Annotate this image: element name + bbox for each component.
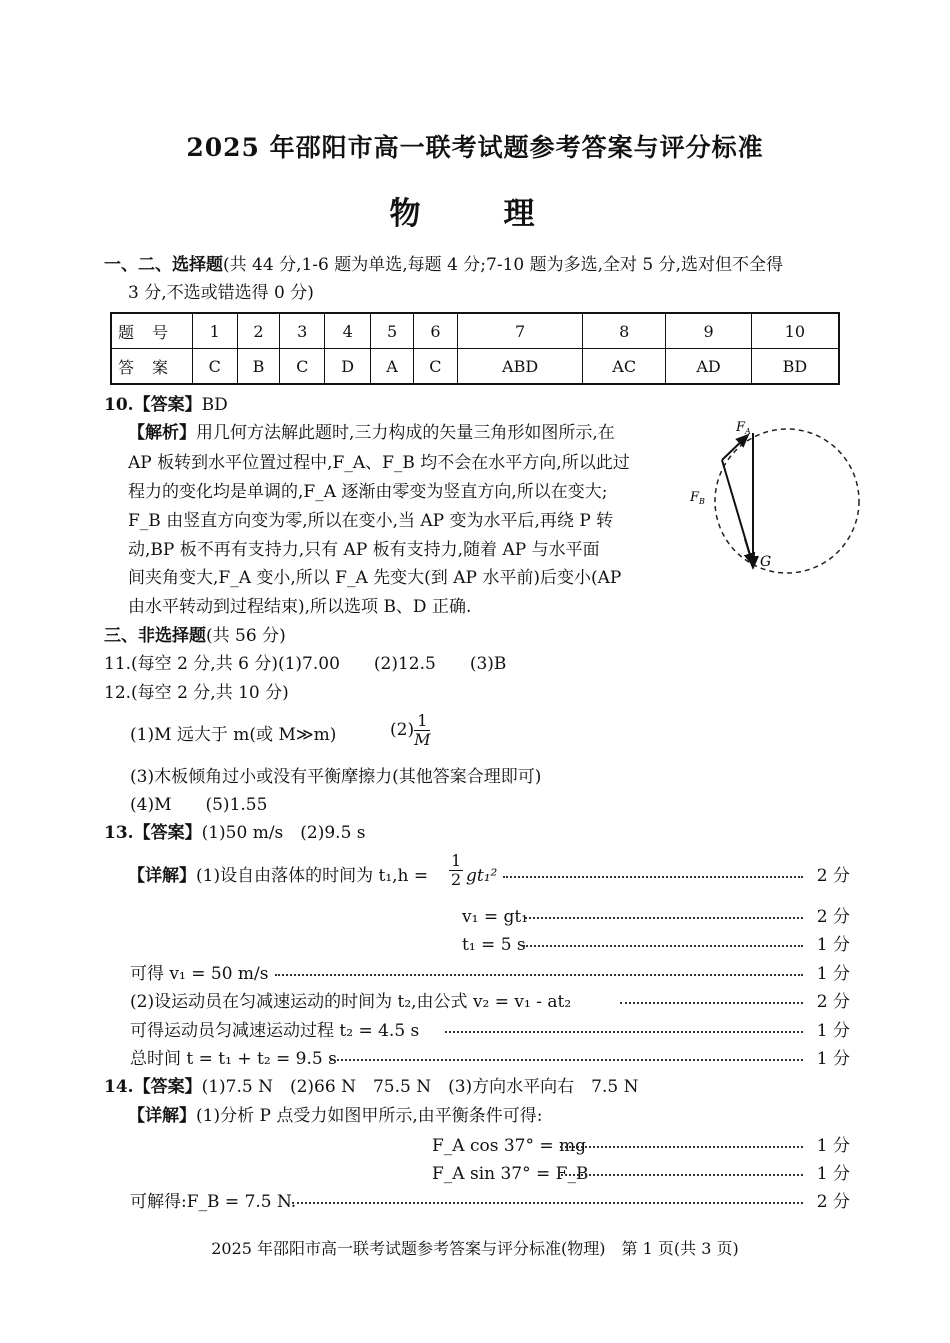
answer-table [110, 312, 840, 385]
q10-prefix: 10.【答案】 [104, 395, 202, 415]
dot-leader [445, 1031, 803, 1033]
q13-prefix: 13.【答案】 [104, 823, 202, 843]
dot-leader [560, 1146, 803, 1148]
q13-answer-value: (1)50 m/s (2)9.5 s [201, 823, 366, 843]
score: 1 分 [816, 935, 850, 955]
q12-part3: (3)木板倾角过小或没有平衡摩擦力(其他答案合理即可) [130, 767, 542, 787]
score: 1 分 [816, 1136, 850, 1156]
section3-desc: (共 56 分) [206, 626, 286, 646]
row-label-answer: 答案 [111, 349, 193, 385]
q12-part4: (4)M (5)1.55 [130, 795, 268, 815]
label-g: G [760, 554, 772, 570]
q13-l6: 可得运动员匀减速运动过程 t₂ = 4.5 s [130, 1021, 420, 1041]
q14-prefix: 14.【答案】 [104, 1077, 202, 1097]
section3-heading: 三、非选择题 [104, 626, 206, 646]
frac-den: 2 [451, 870, 462, 889]
q13-detail-label: 【详解】 [128, 866, 196, 886]
fraction [449, 852, 463, 889]
q14-l3: F_A sin 37° = F_B [432, 1164, 589, 1184]
label-fb: $F_B$ [690, 490, 705, 506]
q10-answer [104, 394, 228, 416]
q13-l5: (2)设运动员在匀减速运动的时间为 t₂,由公式 v₂ = v₁ - at₂ [130, 992, 572, 1012]
dot-leader [525, 917, 803, 919]
dot-leader [330, 1059, 803, 1061]
score: 1 分 [816, 1049, 850, 1069]
table-cell: A [371, 349, 413, 385]
section1-desc1: (共 44 分,1-6 题为单选,每题 4 分;7-10 题为多选,全对 5 分,选对但不全得 [223, 255, 784, 275]
score: 2 分 [816, 866, 850, 886]
dot-leader [558, 1174, 803, 1176]
row-label-number: 题号 [111, 313, 193, 349]
q12-head: 12.(每空 2 分,共 10 分) [104, 683, 289, 703]
q14-detail-label: 【详解】 [128, 1106, 196, 1126]
dot-leader [523, 945, 803, 947]
q13-l4: 可得 v₁ = 50 m/s [130, 964, 269, 984]
table-cell: 9 [666, 313, 751, 349]
score: 2 分 [816, 907, 850, 927]
table-cell: 4 [324, 313, 370, 349]
dot-leader [620, 1002, 803, 1004]
frac-num: 1 [414, 712, 430, 731]
table-cell: 3 [280, 313, 325, 349]
q14-l4: 可解得:F_B = 7.5 N. [130, 1192, 297, 1212]
q10-text: F_B 由竖直方向变为零,所以在变小,当 AP 变为水平后,再绕 P 转 [128, 511, 614, 531]
table-row [111, 313, 839, 349]
fraction [414, 712, 430, 749]
table-cell: 10 [751, 313, 839, 349]
q14-answer [104, 1076, 639, 1098]
dot-leader [292, 1202, 803, 1204]
q14-line1 [128, 1105, 542, 1127]
q12-part1: (1)M 远大于 m(或 M≫m) [130, 725, 337, 745]
table-cell: 2 [237, 313, 280, 349]
label-fa: $F_A$ [736, 420, 751, 436]
table-row [111, 349, 839, 385]
q13-l2: v₁ = gt₁ [462, 907, 528, 927]
dot-leader [275, 974, 803, 976]
table-cell: ABD [458, 349, 583, 385]
table-cell: C [413, 349, 458, 385]
table-cell: 5 [371, 313, 413, 349]
q14-l1-text: (1)分析 P 点受力如图甲所示,由平衡条件可得: [196, 1106, 543, 1126]
table-cell: C [280, 349, 325, 385]
table-cell: D [324, 349, 370, 385]
section1-heading: 一、二、选择题 [104, 255, 223, 275]
q13-l3: t₁ = 5 s [462, 935, 526, 955]
table-cell: 8 [583, 313, 666, 349]
q13-line1 [128, 865, 428, 887]
score: 1 分 [816, 964, 850, 984]
section3-line [104, 625, 286, 647]
q12-part2-prefix: (2) [390, 720, 415, 740]
q13-l1-tail: gt₁² [466, 866, 498, 886]
q10-text: 间夹角变大,F_A 变小,所以 F_A 先变大(到 AP 水平前)后变小(AP [128, 568, 622, 588]
vector-fa [722, 435, 748, 460]
q14-l2: F_A cos 37° = mg [432, 1136, 587, 1156]
score: 2 分 [816, 1192, 850, 1212]
frac-den: M [414, 730, 431, 749]
frac-num: 1 [451, 851, 462, 870]
table-cell: 7 [458, 313, 583, 349]
table-cell: B [237, 349, 280, 385]
score: 1 分 [816, 1021, 850, 1041]
table-cell: AD [666, 349, 751, 385]
section1-desc2: 3 分,不选或错选得 0 分) [128, 283, 314, 303]
table-cell: C [193, 349, 238, 385]
table-cell: 6 [413, 313, 458, 349]
q10-text: 程力的变化均是单调的,F_A 逐渐由零变为竖直方向,所以在变大; [128, 482, 608, 502]
q10-text: 用几何方法解此题时,三力构成的矢量三角形如图所示,在 [196, 423, 615, 443]
q10-text: 由水平转动到过程结束),所以选项 B、D 正确. [128, 597, 472, 617]
page-footer: 2025 年邵阳市高一联考试题参考答案与评分标准(物理) 第 1 页(共 3 页) [211, 1239, 739, 1258]
dot-leader [503, 876, 803, 878]
q13-l1-text: (1)设自由落体的时间为 t₁,h = [196, 866, 429, 886]
table-cell: BD [751, 349, 839, 385]
q11-line: 11.(每空 2 分,共 6 分)(1)7.00 (2)12.5 (3)B [104, 654, 507, 674]
q14-answer-value: (1)7.5 N (2)66 N 75.5 N (3)方向水平向右 7.5 N [201, 1077, 639, 1097]
score: 1 分 [816, 1164, 850, 1184]
section1-line1 [104, 254, 783, 276]
q13-l7: 总时间 t = t₁ + t₂ = 9.5 s [130, 1049, 337, 1069]
q12-part2 [390, 712, 430, 749]
page-title: 2025 年邵阳市高一联考试题参考答案与评分标准 [186, 133, 764, 162]
dashed-circle [715, 429, 859, 573]
table-cell: AC [583, 349, 666, 385]
q10-analysis-label: 【解析】 [128, 423, 196, 443]
q10-text: 动,BP 板不再有支持力,只有 AP 板有支持力,随着 AP 与水平面 [128, 540, 600, 560]
subject-title: 物 理 [389, 196, 561, 232]
score: 2 分 [816, 992, 850, 1012]
force-triangle-figure [690, 415, 860, 585]
table-cell: 1 [193, 313, 238, 349]
q10-answer-value: BD [201, 395, 228, 415]
q13-answer [104, 822, 366, 844]
q10-line [128, 422, 615, 444]
q10-text: AP 板转到水平位置过程中,F_A、F_B 均不会在水平方向,所以此过 [128, 453, 630, 473]
